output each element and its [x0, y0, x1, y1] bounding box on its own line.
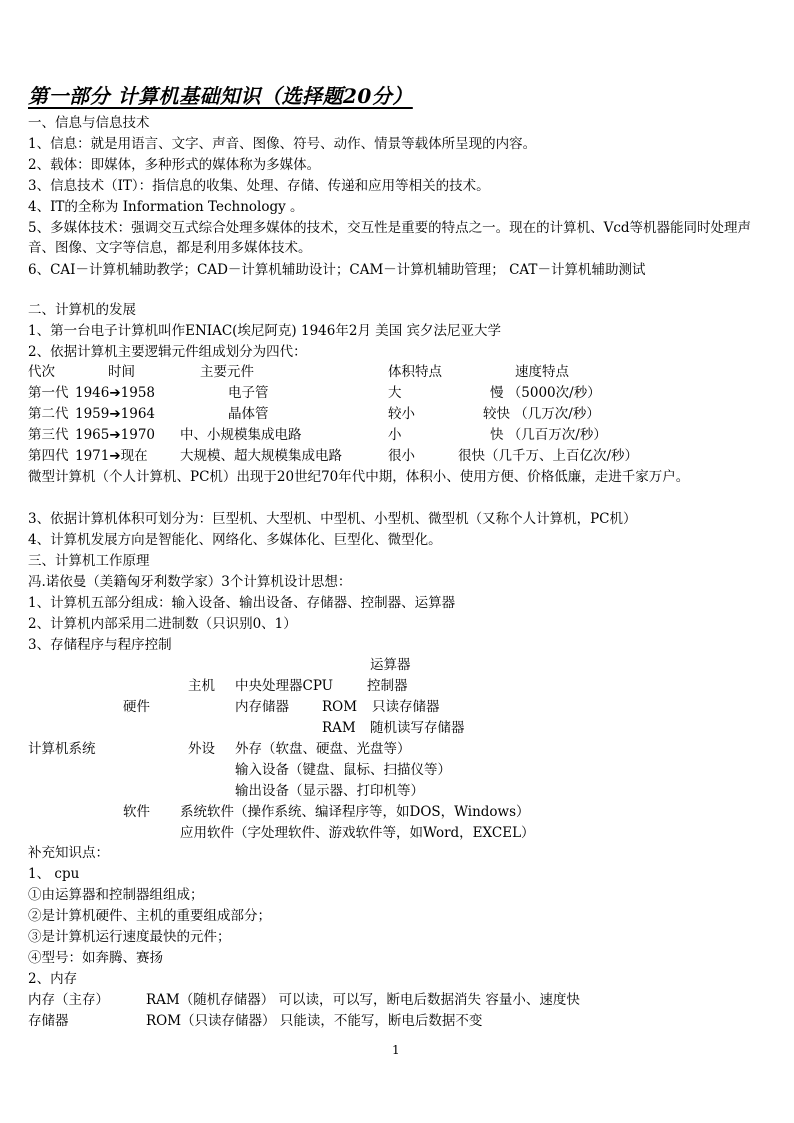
table-cell: 中、小规模集成电路 — [180, 427, 302, 443]
s2-item-1: 1、第一台电子计算机叫作ENIAC(埃尼阿克) 1946年2月 美国 宾夕法尼亚大学 — [28, 323, 502, 339]
table-header-cell: 速度特点 — [515, 364, 569, 380]
tree-hardware: 硬件 — [123, 699, 150, 715]
s3-intro: 冯.诺依曼（美籍匈牙利数学家）3个计算机设计思想： — [28, 574, 352, 590]
tree-alu: 运算器 — [370, 657, 411, 673]
s2-item-4: 4、计算机发展方向是智能化、网络化、多媒体化、巨型化、微型化。 — [28, 532, 442, 548]
s3-item-3: 3、存储程序与程序控制 — [28, 637, 172, 653]
table-cell: 很快（几千万、上百亿次/秒） — [458, 448, 639, 464]
s1-item-2: 2、载体：即媒体，多种形式的媒体称为多媒体。 — [28, 157, 321, 173]
supp-rom-desc: ROM（只读存储器） 只能读，不能写，断电后数据不变 — [146, 1013, 483, 1029]
table-cell: 1965➔1970 — [75, 427, 156, 443]
tree-ram: RAM — [322, 720, 356, 736]
table-cell: 很小 — [388, 448, 415, 464]
tree-system-software: 系统软件（操作系统、编译程序等，如DOS，Windows） — [180, 804, 530, 820]
table-header-cell: 代次 — [28, 364, 55, 380]
table-cell: 晶体管 — [228, 406, 269, 422]
tree-application-software: 应用软件（字处理软件、游戏软件等，如Word，EXCEL） — [180, 825, 535, 841]
s3-item-1: 1、计算机五部分组成：输入设备、输出设备、存储器、控制器、运算器 — [28, 595, 456, 611]
section-2-heading: 二、计算机的发展 — [28, 302, 136, 318]
supp-memory-title: 2、内存 — [28, 971, 78, 987]
supp-cpu-point-1: ①由运算器和控制器组组成； — [28, 887, 204, 903]
tree-computer-system: 计算机系统 — [28, 741, 96, 757]
tree-internal-memory: 内存储器 — [235, 699, 289, 715]
supp-cpu-point-4: ④型号：如奔腾、赛扬 — [28, 950, 163, 966]
tree-cpu: 中央处理器CPU — [235, 678, 334, 694]
tree-controller: 控制器 — [367, 678, 408, 694]
tree-rom-desc: 只读存储器 — [372, 699, 440, 715]
table-cell: 1959➔1964 — [75, 406, 156, 422]
s2-item-3: 3、依据计算机体积可划分为：巨型机、大型机、中型机、小型机、微型机（又称个人计算机，PC机） — [28, 511, 637, 527]
table-cell: 第二代 — [28, 406, 69, 422]
s1-item-1: 1、信息：就是用语言、文字、声音、图像、符号、动作、情景等载体所呈现的内容。 — [28, 136, 537, 152]
s1-item-6: 6、CAI－计算机辅助教学；CAD－计算机辅助设计；CAM－计算机辅助管理； CAT－计算机辅助测试 — [28, 262, 646, 278]
supplement-heading: 补充知识点： — [28, 845, 109, 861]
table-cell: 较快 （几万次/秒） — [483, 406, 600, 422]
table-cell: 第一代 — [28, 385, 69, 401]
supp-cpu-title: 1、 cpu — [28, 866, 80, 882]
tree-peripheral: 外设 — [188, 741, 215, 757]
table-cell: 1946➔1958 — [75, 385, 156, 401]
table-cell: 快 （几百万次/秒） — [490, 427, 607, 443]
s1-item-3: 3、信息技术（IT）：指信息的收集、处理、存储、传递和应用等相关的技术。 — [28, 178, 490, 194]
table-cell: 大规模、超大规模集成电路 — [180, 448, 342, 464]
tree-host: 主机 — [188, 678, 215, 694]
s2-item-2: 2、依据计算机主要逻辑元件组成划分为四代： — [28, 344, 307, 360]
table-cell: 第四代 — [28, 448, 69, 464]
section-1-heading: 一、信息与信息技术 — [28, 115, 150, 131]
supp-memory-label: 内存（主存） — [28, 992, 109, 1008]
s1-item-5: 5、多媒体技术：强调交互式综合处理多媒体的技术，交互性是重要的特点之一。现在的计算机、Vcd等机器能同时处理声音、图像、文字等信息，都是利用多媒体技术。 — [28, 220, 752, 256]
tree-rom: ROM — [322, 699, 358, 715]
page-title: 第一部分 计算机基础知识（选择题20分） — [28, 84, 413, 108]
table-cell: 电子管 — [228, 385, 269, 401]
supp-storage-label: 存储器 — [28, 1013, 69, 1029]
tree-output-devices: 输出设备（显示器、打印机等） — [235, 783, 424, 799]
table-header-cell: 体积特点 — [388, 364, 442, 380]
s1-item-4: 4、IT的全称为 Information Technology 。 — [28, 199, 304, 215]
table-cell: 大 — [388, 385, 402, 401]
tree-external-memory: 外存（软盘、硬盘、光盘等） — [235, 741, 411, 757]
supp-ram-desc: RAM（随机存储器） 可以读，可以写，断电后数据消失 容量小、速度快 — [146, 992, 580, 1008]
table-cell: 小 — [388, 427, 402, 443]
s3-item-2: 2、计算机内部采用二进制数（只识别0、1） — [28, 616, 297, 632]
table-header-cell: 时间 — [108, 364, 135, 380]
supp-cpu-point-2: ②是计算机硬件、主机的重要组成部分； — [28, 908, 271, 924]
supp-cpu-point-3: ③是计算机运行速度最快的元件； — [28, 929, 231, 945]
table-cell: 较小 — [388, 406, 415, 422]
tree-input-devices: 输入设备（键盘、鼠标、扫描仪等） — [235, 762, 451, 778]
table-cell: 慢 （5000次/秒） — [490, 385, 601, 401]
tree-ram-desc: 随机读写存储器 — [370, 720, 465, 736]
table-header-cell: 主要元件 — [200, 364, 254, 380]
page-number: 1 — [392, 1043, 400, 1057]
tree-software: 软件 — [123, 804, 150, 820]
section-3-heading: 三、计算机工作原理 — [28, 553, 150, 569]
table-cell: 1971➔现在 — [75, 448, 148, 464]
s2-microcomputer-note: 微型计算机（个人计算机、PC机）出现于20世纪70年代中期，体积小、使用方便、价格低廉，走进千家万户。 — [28, 469, 690, 485]
table-cell: 第三代 — [28, 427, 69, 443]
